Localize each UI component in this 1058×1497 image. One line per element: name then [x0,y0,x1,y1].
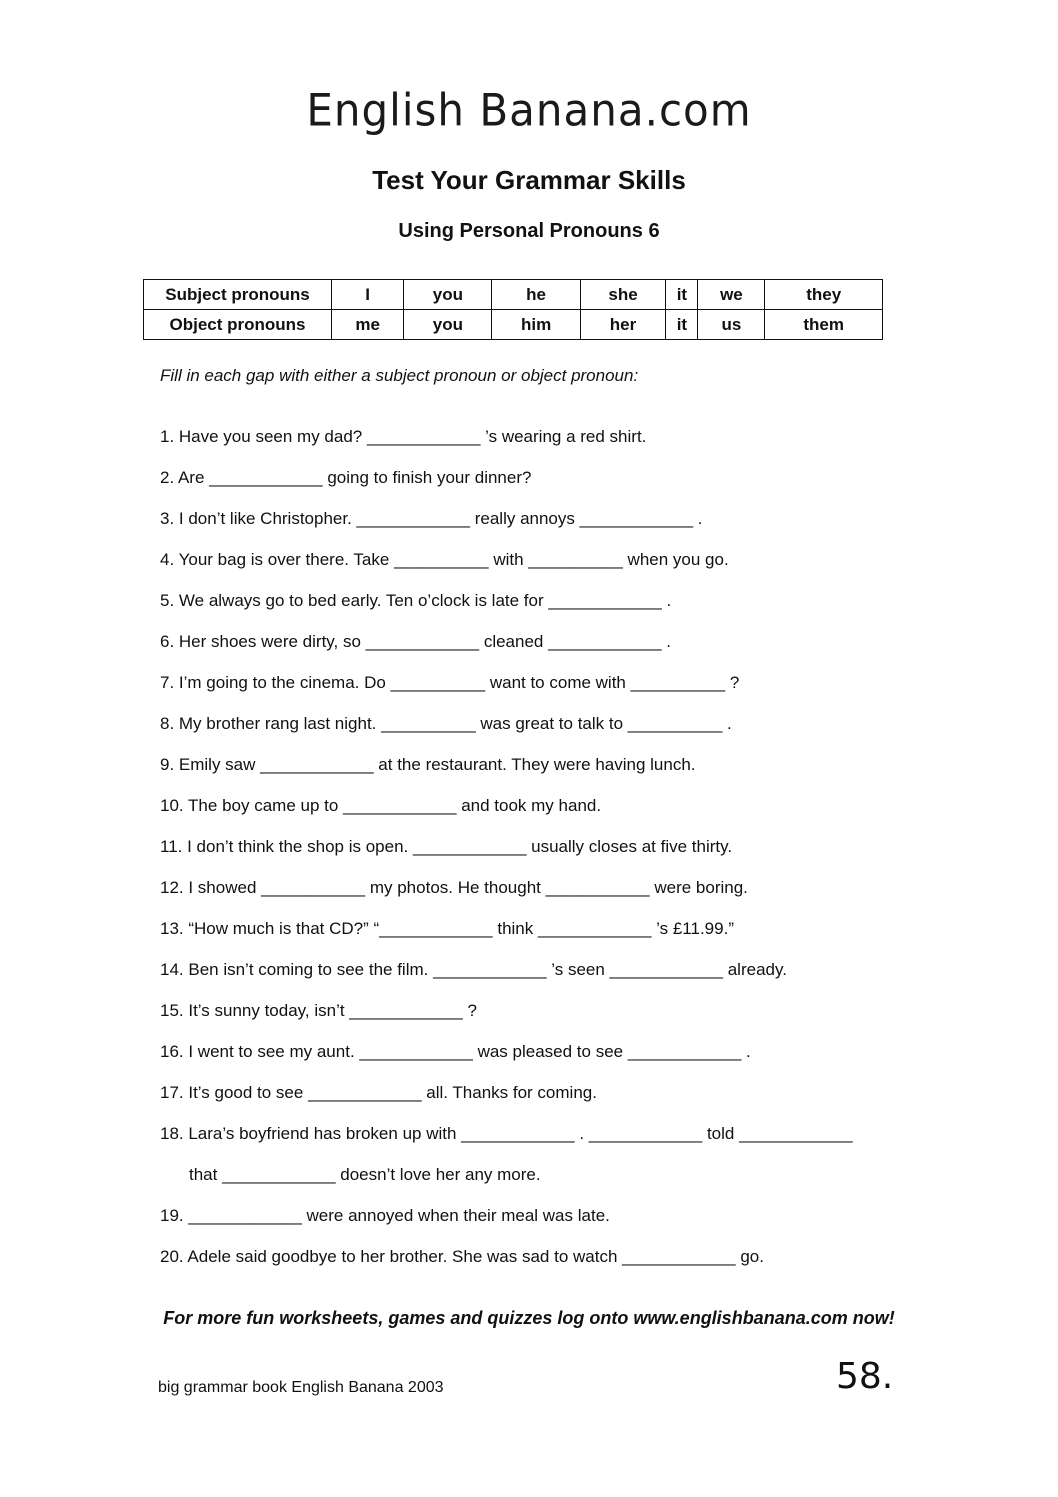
instructions: Fill in each gap with either a subject pronoun or object pronoun: [160,366,639,385]
pronoun-table [143,279,883,340]
page-title: Test Your Grammar Skills [372,165,686,195]
footer-promo: For more fun worksheets, games and quizzes log onto www.englishbanana.com now! [163,1308,895,1328]
question-item: 15. It’s sunny today, isn’t ____________ ? [160,1001,477,1020]
question-item: 17. It’s good to see ____________ all. Thanks for coming. [160,1083,597,1102]
object-pronouns-row [144,310,883,340]
table-cell: she [580,280,666,310]
question-item: 9. Emily saw ____________ at the restaurant. They were having lunch. [160,755,696,774]
table-cell: him [492,310,580,340]
question-item: 6. Her shoes were dirty, so ____________ cleaned ____________ . [160,632,672,651]
table-cell: we [698,280,765,310]
question-item: 11. I don’t think the shop is open. ____________ usually closes at five thirty. [160,837,733,856]
table-cell: me [332,310,404,340]
row-label: Object pronouns [144,310,332,340]
table-cell: you [404,310,492,340]
question-item: 1. Have you seen my dad? ____________ ’s wearing a red shirt. [160,427,647,446]
table-cell: her [580,310,666,340]
question-item: 18. Lara’s boyfriend has broken up with ____________ . ____________ told ____________ [160,1124,853,1143]
page-number: 58. [836,1356,894,1397]
table-cell: I [332,280,404,310]
question-item: 8. My brother rang last night. __________ was great to talk to __________ . [160,714,732,733]
page-subtitle: Using Personal Pronouns 6 [398,220,660,242]
question-item: 2. Are ____________ going to finish your dinner? [160,468,532,487]
footer-credit: big grammar book English Banana 2003 [158,1379,444,1396]
question-list [160,426,920,1287]
question-item: 10. The boy came up to ____________ and took my hand. [160,796,602,815]
table-cell: he [492,280,580,310]
question-item: 16. I went to see my aunt. ____________ was pleased to see ____________ . [160,1042,751,1061]
question-item: 7. I’m going to the cinema. Do __________ want to come with __________ ? [160,673,740,692]
question-item: 12. I showed ___________ my photos. He thought ___________ were boring. [160,878,748,897]
table-cell: they [765,280,883,310]
table-cell: it [666,280,698,310]
site-logo: English Banana.com [306,84,752,137]
table-cell: you [404,280,492,310]
question-item: 3. I don’t like Christopher. ____________ really annoys ____________ . [160,509,703,528]
question-item: 5. We always go to bed early. Ten o’clock is late for ____________ . [160,591,672,610]
row-label: Subject pronouns [144,280,332,310]
question-item: 20. Adele said goodbye to her brother. She was sad to watch ____________ go. [160,1247,764,1266]
question-item: 14. Ben isn’t coming to see the film. ____________ ’s seen ____________ already. [160,960,787,979]
question-item: 4. Your bag is over there. Take __________ with __________ when you go. [160,550,729,569]
question-item: 19. ____________ were annoyed when their meal was late. [160,1206,610,1225]
question-continuation: that ____________ doesn’t love her any more. [189,1165,541,1184]
table-cell: it [666,310,698,340]
table-cell: us [698,310,765,340]
table-cell: them [765,310,883,340]
subject-pronouns-row [144,280,883,310]
question-item: 13. “How much is that CD?” “____________ think ____________ ’s £11.99.” [160,919,734,938]
